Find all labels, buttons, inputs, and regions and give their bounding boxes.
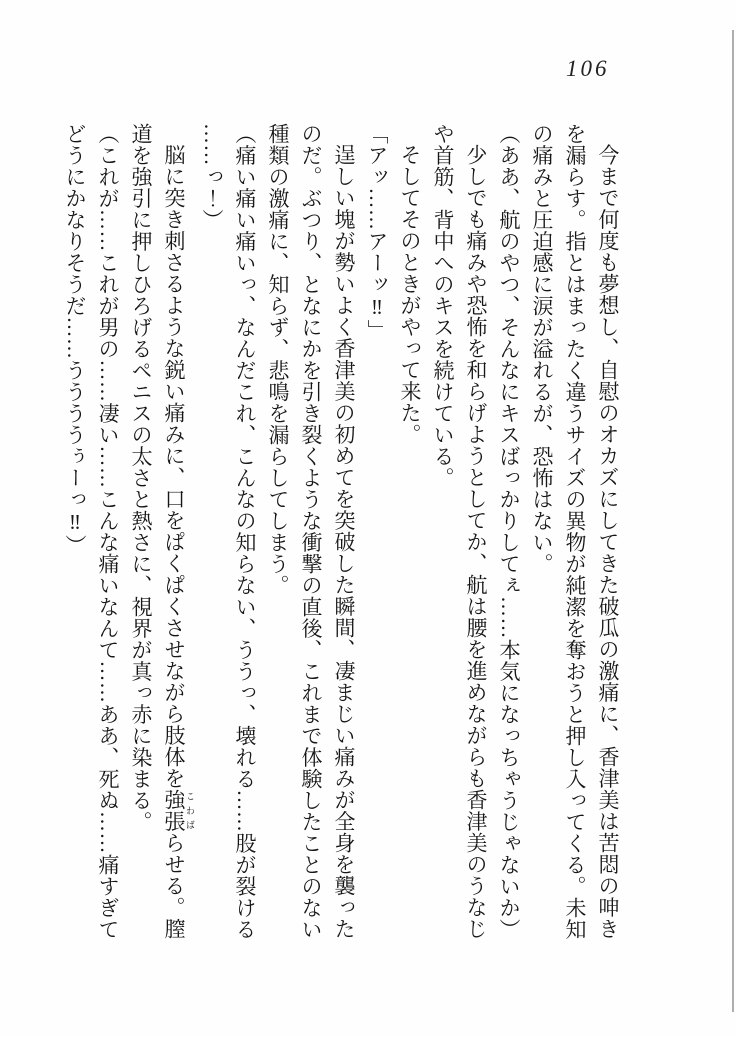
page-text-block — [58, 123, 624, 959]
text-column-9: 逞しい塊が勢いよく香津美の初めてを突破した瞬間、凄まじい痛みが全身を襲った — [332, 144, 356, 940]
text-column-7: そしてそのときがやって来た。 — [398, 144, 422, 445]
page-number: 106 — [566, 56, 610, 81]
text-column-10: のだ。ぶつり、となにかを引き裂くような衝撃の直後、これまで体験したことのない — [299, 123, 323, 940]
text-column-13: ……っ！） — [200, 123, 224, 231]
text-column-3: の痛みと圧迫感に涙が溢れるが、恐怖はない。 — [530, 123, 554, 575]
ruby-annotation: 強張 こわば — [162, 789, 195, 832]
text-column-5: 少しでも痛みや恐怖を和らげようとしてか、航は腰を進めながらも香津美のうなじ — [464, 144, 488, 940]
text-column-12: （痛い痛い痛いっ、なんだこれ、こんなの知らない、ううっ、壊れる……股が裂ける — [233, 123, 257, 940]
text-column-16: （これが……これが男の……凄い……こんな痛いなんて……ああ、死ぬ……痛すぎて — [96, 123, 120, 940]
text-column-8: 「アッ……アーッ‼」 — [365, 123, 389, 341]
text-column-4: （ああ、航のやつ、そんなにキスばっかりしてぇ……本気になっちゃうじゃないか） — [497, 123, 521, 940]
text-column-6: や首筋、背中へのキスを続けている。 — [431, 123, 455, 489]
text-column-11: 種類の激痛に、知らず、悲鳴を漏らしてしまう。 — [266, 123, 290, 596]
scan-edge-line — [732, 30, 734, 1012]
text-column-14: 脳に突き刺さるような鋭い痛みに、口をぱくぱくさせながら肢体を強張 こわばらせる。膣 — [162, 144, 195, 940]
text-column-2: を漏らす。指とはまったく違うサイズの異物が純潔を奪おうと押し入ってくる。未知 — [563, 123, 587, 940]
text-column-1: 今まで何度も夢想し、自慰のオカズにしてきた破瓜の激痛に、香津美は苦悶の呻き — [596, 144, 620, 940]
text-column-15: 道を強引に押しひろげるペニスの太さと熱さに、視界が真っ赤に染まる。 — [129, 123, 153, 833]
text-column-17: どうにかなりそうだ……ううううぅーっ‼） — [63, 123, 87, 556]
